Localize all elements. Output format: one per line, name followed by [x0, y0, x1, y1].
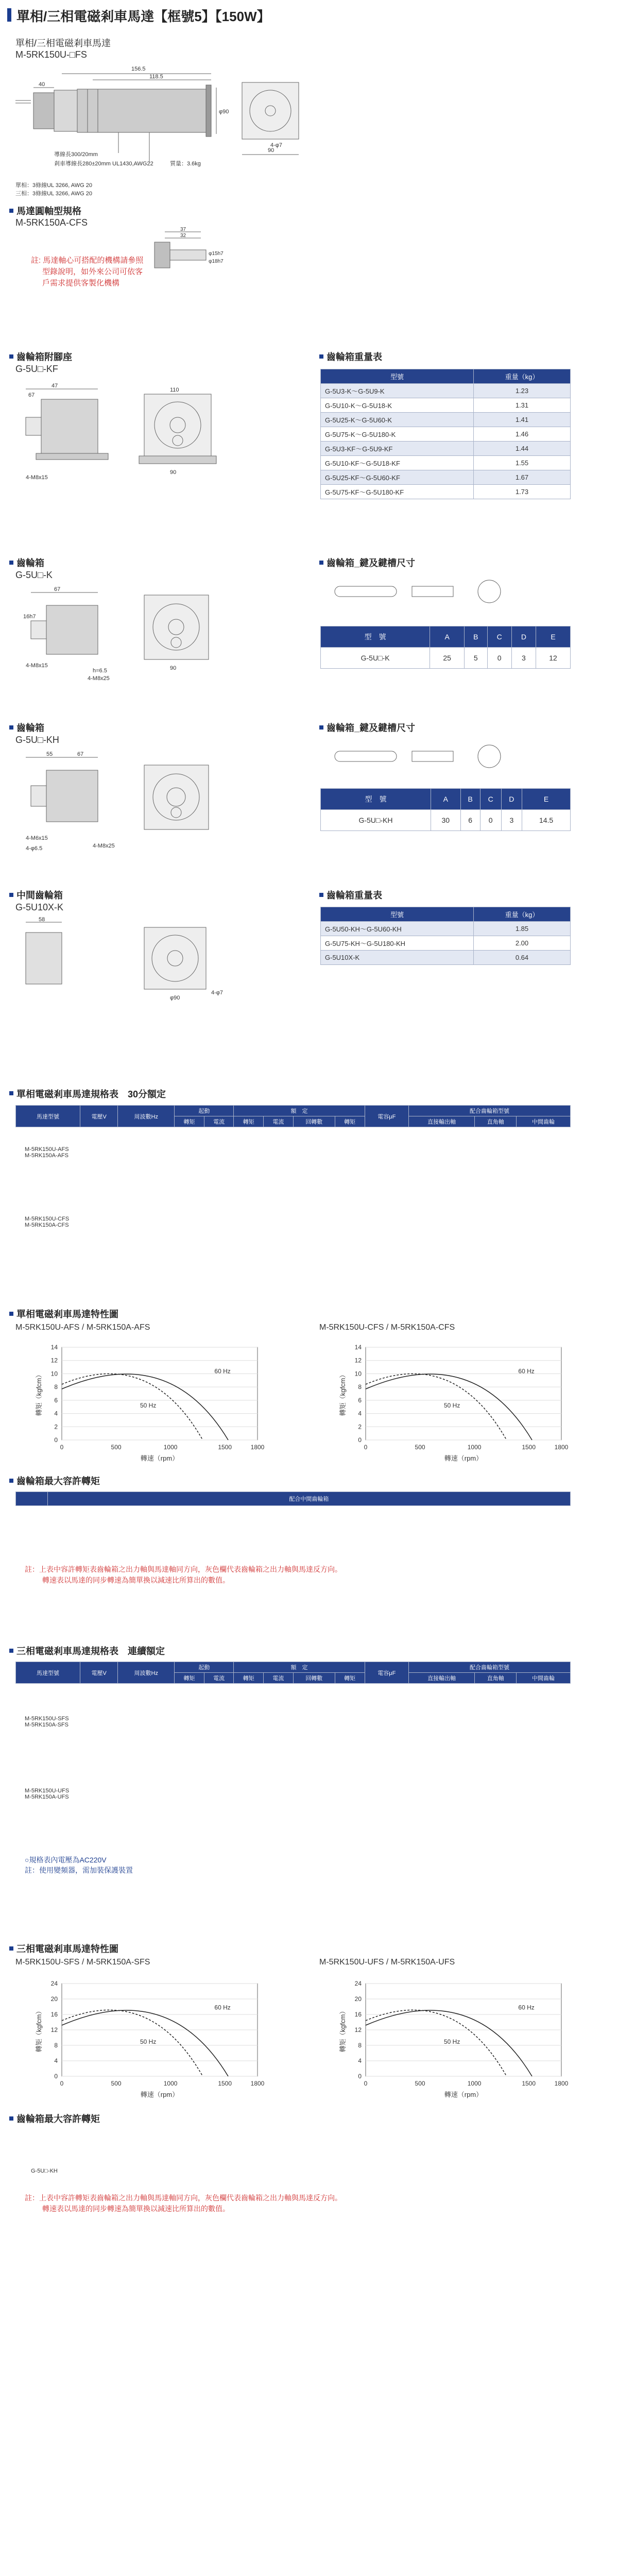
y-tick-label: 0 [358, 1436, 362, 1444]
x-tick-label: 1000 [467, 1444, 482, 1451]
gh-kf-title: 齒輪箱附腳座 [16, 352, 72, 362]
dim-shaft: 40 [39, 81, 45, 88]
x-tick-label: 500 [111, 2080, 122, 2087]
y-tick-label: 12 [354, 1357, 362, 1364]
section-marker [319, 354, 323, 359]
y-tick-label: 12 [354, 2026, 362, 2033]
dim-phi7: 4-φ7 [211, 990, 224, 996]
y-tick-label: 6 [358, 1396, 362, 1404]
y-axis-label: 轉矩（kgfcm） [35, 2007, 43, 2053]
weight-col-model: 型號 [321, 369, 474, 384]
table-row: G-5U75-KF～G-5U180-KF 1.73 [321, 485, 571, 499]
y-axis-label: 轉矩（kgfcm） [339, 2007, 347, 2053]
gh-kf-model: G-5U□-KF [15, 364, 58, 374]
curve-chart-a [31, 1337, 288, 1471]
dim-m8: 4-M8x15 [26, 474, 48, 481]
y-tick-label: 10 [50, 1370, 58, 1378]
x-tick-label: 0 [60, 2080, 64, 2087]
section-marker [319, 893, 323, 897]
curve-chart-c [335, 1337, 592, 1471]
dim-m8: 4-M8x15 [26, 663, 48, 669]
x-tick-label: 1800 [554, 2080, 569, 2087]
gear-note-1: 註：上表中容許轉矩表齒輪箱之出力軸與馬達軸同方向，灰色欄代表齒輪箱之出力軸與馬達反方向。 [25, 1565, 342, 1573]
y-tick-label: 12 [50, 1357, 58, 1364]
dim-h: h=6.5 [93, 668, 107, 674]
y-tick-label: 8 [54, 2042, 58, 2049]
x-tick-label: 1500 [522, 2080, 536, 2087]
x-tick-label: 1800 [554, 1444, 569, 1451]
dim-phi90: φ90 [170, 995, 180, 1001]
mid-gear-model: G-5U10X-K [15, 902, 64, 912]
y-tick-label: 24 [354, 1980, 362, 1987]
curves-three-title: 三相電磁剎車馬達特性圖 [16, 1944, 118, 1954]
label-60hz: 60 Hz [214, 1367, 231, 1375]
title-accent-bar [7, 8, 11, 22]
label-60hz: 60 Hz [518, 1367, 535, 1375]
single-models-a: M-5RK150U-AFS M-5RK150A-AFS [25, 1146, 69, 1159]
dim-phi65: 4-φ6.5 [26, 845, 43, 852]
table-row: G-5U□-KH 30 6 0 3 14.5 [321, 810, 571, 831]
dim-58: 58 [39, 917, 45, 923]
motor-model: M-5RK150U-□FS [15, 49, 87, 60]
label-50hz: 50 Hz [444, 2038, 460, 2045]
round-shaft-note-3: 戶需求提供客製化機構 [42, 279, 120, 287]
gear2-note-1: 註：上表中容許轉矩表齒輪箱之出力軸與馬達軸同方向，灰色欄代表齒輪箱之出力軸與馬達反方向。 [25, 2194, 342, 2202]
x-tick-label: 0 [60, 1444, 64, 1451]
round-shaft-title: 馬達圓軸型規格 [16, 206, 81, 216]
table-row: G-5U75-K～G-5U180-K 1.46 [321, 427, 571, 442]
gh-k-drawing [15, 585, 263, 690]
table-row: G-5U□-K 25 5 0 3 12 [321, 648, 571, 669]
y-tick-label: 14 [354, 1344, 362, 1351]
dim-47: 47 [52, 383, 58, 389]
section-marker [319, 725, 323, 730]
y-tick-label: 0 [54, 1436, 58, 1444]
y-tick-label: 4 [54, 2057, 58, 2064]
dim-67: 67 [77, 751, 84, 757]
y-tick-label: 4 [358, 2057, 362, 2064]
dim-m825: 4-M8x25 [88, 675, 110, 682]
key-drawing-1 [330, 577, 536, 608]
curve-model-a: M-5RK150U-AFS / M-5RK150A-AFS [15, 1323, 150, 1332]
dim-90: 90 [170, 665, 177, 671]
y-axis-label: 轉矩（kgfcm） [339, 1371, 347, 1416]
section-marker [9, 354, 13, 359]
section-marker [9, 1091, 13, 1095]
curve-model-s: M-5RK150U-SFS / M-5RK150A-SFS [15, 1958, 150, 1967]
dim-32: 32 [180, 233, 186, 239]
table-row: G-5U50-KH～G-5U60-KH 1.85 [321, 922, 571, 936]
y-tick-label: 8 [54, 1383, 58, 1391]
y-tick-label: 4 [54, 1410, 58, 1417]
label-60hz: 60 Hz [518, 2004, 535, 2011]
y-tick-label: 2 [358, 1423, 362, 1431]
gh-k-model: G-5U□-K [15, 570, 53, 580]
curve-model-c: M-5RK150U-CFS / M-5RK150A-CFS [319, 1323, 455, 1332]
round-shaft-drawing [149, 227, 252, 283]
y-tick-label: 16 [50, 2011, 58, 2018]
x-tick-label: 500 [415, 2080, 425, 2087]
table-row: G-5U10X-K 0.64 [321, 951, 571, 965]
table-row: G-5U3-K～G-5U9-K 1.23 [321, 384, 571, 398]
x-tick-label: 500 [111, 1444, 122, 1451]
dim-16: 16h7 [23, 614, 36, 620]
x-tick-label: 1000 [467, 2080, 482, 2087]
spec-single-title: 單相電磁剎車馬達規格表 30分額定 [16, 1089, 166, 1099]
y-tick-label: 14 [50, 1344, 58, 1351]
section-marker [9, 893, 13, 897]
three-models-u: M-5RK150U-UFS M-5RK150A-UFS [25, 1788, 70, 1800]
section-marker [9, 1946, 13, 1951]
spec-three-table: 馬達型號 電壓V 周波數Hz 起動 額 定 電容μF 配合齒輪箱型號 轉矩 電流 轉矩 電流 回轉數 轉矩 直接輸出軸 直角軸 中間齒輪 [15, 1662, 571, 1684]
gh-kh-drawing [15, 750, 263, 858]
gh-k-title: 齒輪箱 [16, 558, 44, 568]
key-table-1: 型 號 A B C D E G-5U□-K 25 5 0 3 12 [320, 626, 571, 669]
y-tick-label: 4 [358, 1410, 362, 1417]
single-models-c: M-5RK150U-CFS M-5RK150A-CFS [25, 1216, 70, 1228]
y-tick-label: 24 [50, 1980, 58, 1987]
key-table-2: 型 號 A B C D E G-5U□-KH 30 6 0 3 14.5 [320, 788, 571, 831]
section-marker [9, 725, 13, 730]
plot-area [62, 1347, 258, 1440]
dim-phi90: φ90 [219, 109, 229, 115]
dim-18: φ18h7 [209, 259, 224, 264]
plot-area [366, 1347, 561, 1440]
x-tick-label: 1500 [218, 1444, 232, 1451]
motor-drawing [15, 64, 324, 219]
y-tick-label: 0 [358, 2073, 362, 2080]
motor-title: 單相/三相電磁剎車馬達 [15, 38, 111, 48]
dim-90: 90 [268, 147, 274, 154]
three-note-2: 註：使用變頻器，需加裝保護裝置 [25, 1866, 133, 1874]
label-50hz: 50 Hz [140, 2038, 157, 2045]
x-tick-label: 1000 [163, 1444, 178, 1451]
spec-three-title: 三相電磁剎車馬達規格表 連續額定 [16, 1646, 165, 1656]
key-drawing-2 [330, 742, 536, 773]
y-tick-label: 0 [54, 2073, 58, 2080]
table-row: G-5U25-KF～G-5U60-KF 1.67 [321, 470, 571, 485]
y-axis-label: 轉矩（kgfcm） [35, 1371, 43, 1416]
dim-15: φ15h7 [209, 251, 224, 257]
x-tick-label: 1800 [250, 1444, 265, 1451]
x-tick-label: 0 [364, 2080, 368, 2087]
x-axis-label: 轉速（rpm） [140, 1454, 179, 1462]
curves-single-title: 單相電磁剎車馬達特性圖 [16, 1309, 118, 1319]
gear-allow-1-title: 齒輪箱最大容許轉矩 [16, 1476, 100, 1486]
x-axis-label: 轉速（rpm） [444, 1454, 483, 1462]
weight-note: 質量：3.6kg [170, 161, 201, 167]
dim-37: 37 [180, 227, 186, 232]
gear-allow-2-title: 齒輪箱最大容許轉矩 [16, 2114, 100, 2124]
x-axis-label: 轉速（rpm） [444, 2091, 483, 2098]
y-tick-label: 12 [50, 2026, 58, 2033]
section-marker [9, 1649, 13, 1653]
dim-90: 90 [170, 469, 177, 476]
dim-hole: 4-φ7 [270, 142, 283, 148]
weight-col-kg: 重量（kg） [474, 369, 571, 384]
three-models-s: M-5RK150U-SFS M-5RK150A-SFS [25, 1716, 69, 1728]
gear-note-2: 轉速表以馬達的同步轉速為簡單換以減速比所算出的數值。 [42, 1576, 230, 1584]
section-marker [9, 2116, 13, 2121]
curve-model-u: M-5RK150U-UFS / M-5RK150A-UFS [319, 1958, 455, 1967]
mid-gear-drawing [15, 917, 263, 1005]
gear2-note-2: 轉速表以馬達的同步轉速為簡單換以減速比所算出的數值。 [42, 2205, 230, 2213]
table-row: G-5U3-KF～G-5U9-KF 1.44 [321, 442, 571, 456]
dim-m6: 4-M6x15 [26, 835, 48, 841]
y-tick-label: 16 [354, 2011, 362, 2018]
brake-lead-note: 剎車導線長280±20mm UL1430,AWG22 [54, 161, 153, 167]
x-axis-label: 轉速（rpm） [140, 2091, 179, 2098]
y-tick-label: 6 [54, 1396, 58, 1404]
gear-allow-1-table: 配合中間齒輪箱 [15, 1492, 571, 1506]
three-note-1: ○規格表內電壓為AC220V [25, 1856, 107, 1864]
dim-67: 67 [54, 586, 61, 592]
key-table-1-title: 齒輪箱_鍵及鍵槽尺寸 [327, 558, 416, 568]
section-marker [9, 209, 13, 213]
curve-chart-s [31, 1973, 288, 2107]
dim-m825: 4-M8x25 [93, 843, 115, 849]
dim-motor-body: 118.5 [149, 74, 163, 80]
label-60hz: 60 Hz [214, 2004, 231, 2011]
gh-kh-title: 齒輪箱 [16, 723, 44, 733]
table-row: G-5U10-KF～G-5U18-KF 1.55 [321, 456, 571, 470]
weight-table-title: 齒輪箱重量表 [327, 352, 382, 362]
key-table-2-title: 齒輪箱_鍵及鍵槽尺寸 [327, 723, 416, 733]
spec-single-table: 馬達型號 電壓V 周波數Hz 起動 額 定 電容μF 配合齒輪箱型號 轉矩 電流 轉矩 電流 回轉數 轉矩 直接輸出軸 直角軸 中間齒輪 [15, 1105, 571, 1127]
section-marker [319, 561, 323, 565]
round-shaft-model: M-5RK150A-CFS [15, 217, 88, 228]
page-title: 單相/三相電磁剎車馬達【框號5】【150W】 [16, 9, 270, 24]
table-row: G-5U75-KH～G-5U180-KH 2.00 [321, 936, 571, 951]
gh-kf-drawing [15, 381, 263, 489]
curve-chart-u [335, 1973, 592, 2107]
motor-spec-1: 單相：3條線UL 3266, AWG 20 [15, 182, 92, 189]
y-tick-label: 20 [50, 1995, 58, 2003]
section-marker [9, 1312, 13, 1316]
dim-motor-length: 156.5 [131, 66, 146, 72]
label-50hz: 50 Hz [140, 1402, 157, 1409]
y-tick-label: 20 [354, 1995, 362, 2003]
x-tick-label: 1500 [218, 2080, 232, 2087]
gear-allow-2-model: G-5U□-KH [31, 2168, 58, 2174]
section-marker [9, 561, 13, 565]
dim-110: 110 [170, 387, 179, 393]
motor-spec-2: 三相：3條線UL 3266, AWG 20 [15, 191, 92, 197]
round-shaft-note-1: 註: 馬達軸心可搭配的機構請參照 [31, 256, 144, 265]
y-tick-label: 8 [358, 1383, 362, 1391]
dim-67: 67 [28, 392, 35, 398]
y-tick-label: 8 [358, 2042, 362, 2049]
gh-kh-model: G-5U□-KH [15, 735, 59, 745]
y-tick-label: 2 [54, 1423, 58, 1431]
section-marker [9, 1479, 13, 1483]
table-row: G-5U10-K～G-5U18-K 1.31 [321, 398, 571, 413]
mid-weight-table: 型號 重量（kg） G-5U50-KH～G-5U60-KH 1.85 G-5U75-KH～G-5U180-KH 2.00 G-5U10X-K 0.64 [320, 907, 571, 965]
x-tick-label: 0 [364, 1444, 368, 1451]
x-tick-label: 1500 [522, 1444, 536, 1451]
x-tick-label: 500 [415, 1444, 425, 1451]
round-shaft-note-2: 型錄說明，如外來公司可依客 [42, 267, 143, 276]
mid-weight-title: 齒輪箱重量表 [327, 890, 382, 901]
table-row: G-5U25-K～G-5U60-K 1.41 [321, 413, 571, 427]
y-tick-label: 10 [354, 1370, 362, 1378]
x-tick-label: 1800 [250, 2080, 265, 2087]
lead-note: 導線長300/20mm [54, 151, 98, 158]
weight-table [320, 369, 571, 499]
label-50hz: 50 Hz [444, 1402, 460, 1409]
x-tick-label: 1000 [163, 2080, 178, 2087]
mid-gear-title: 中間齒輪箱 [16, 890, 63, 901]
dim-55: 55 [46, 751, 53, 757]
